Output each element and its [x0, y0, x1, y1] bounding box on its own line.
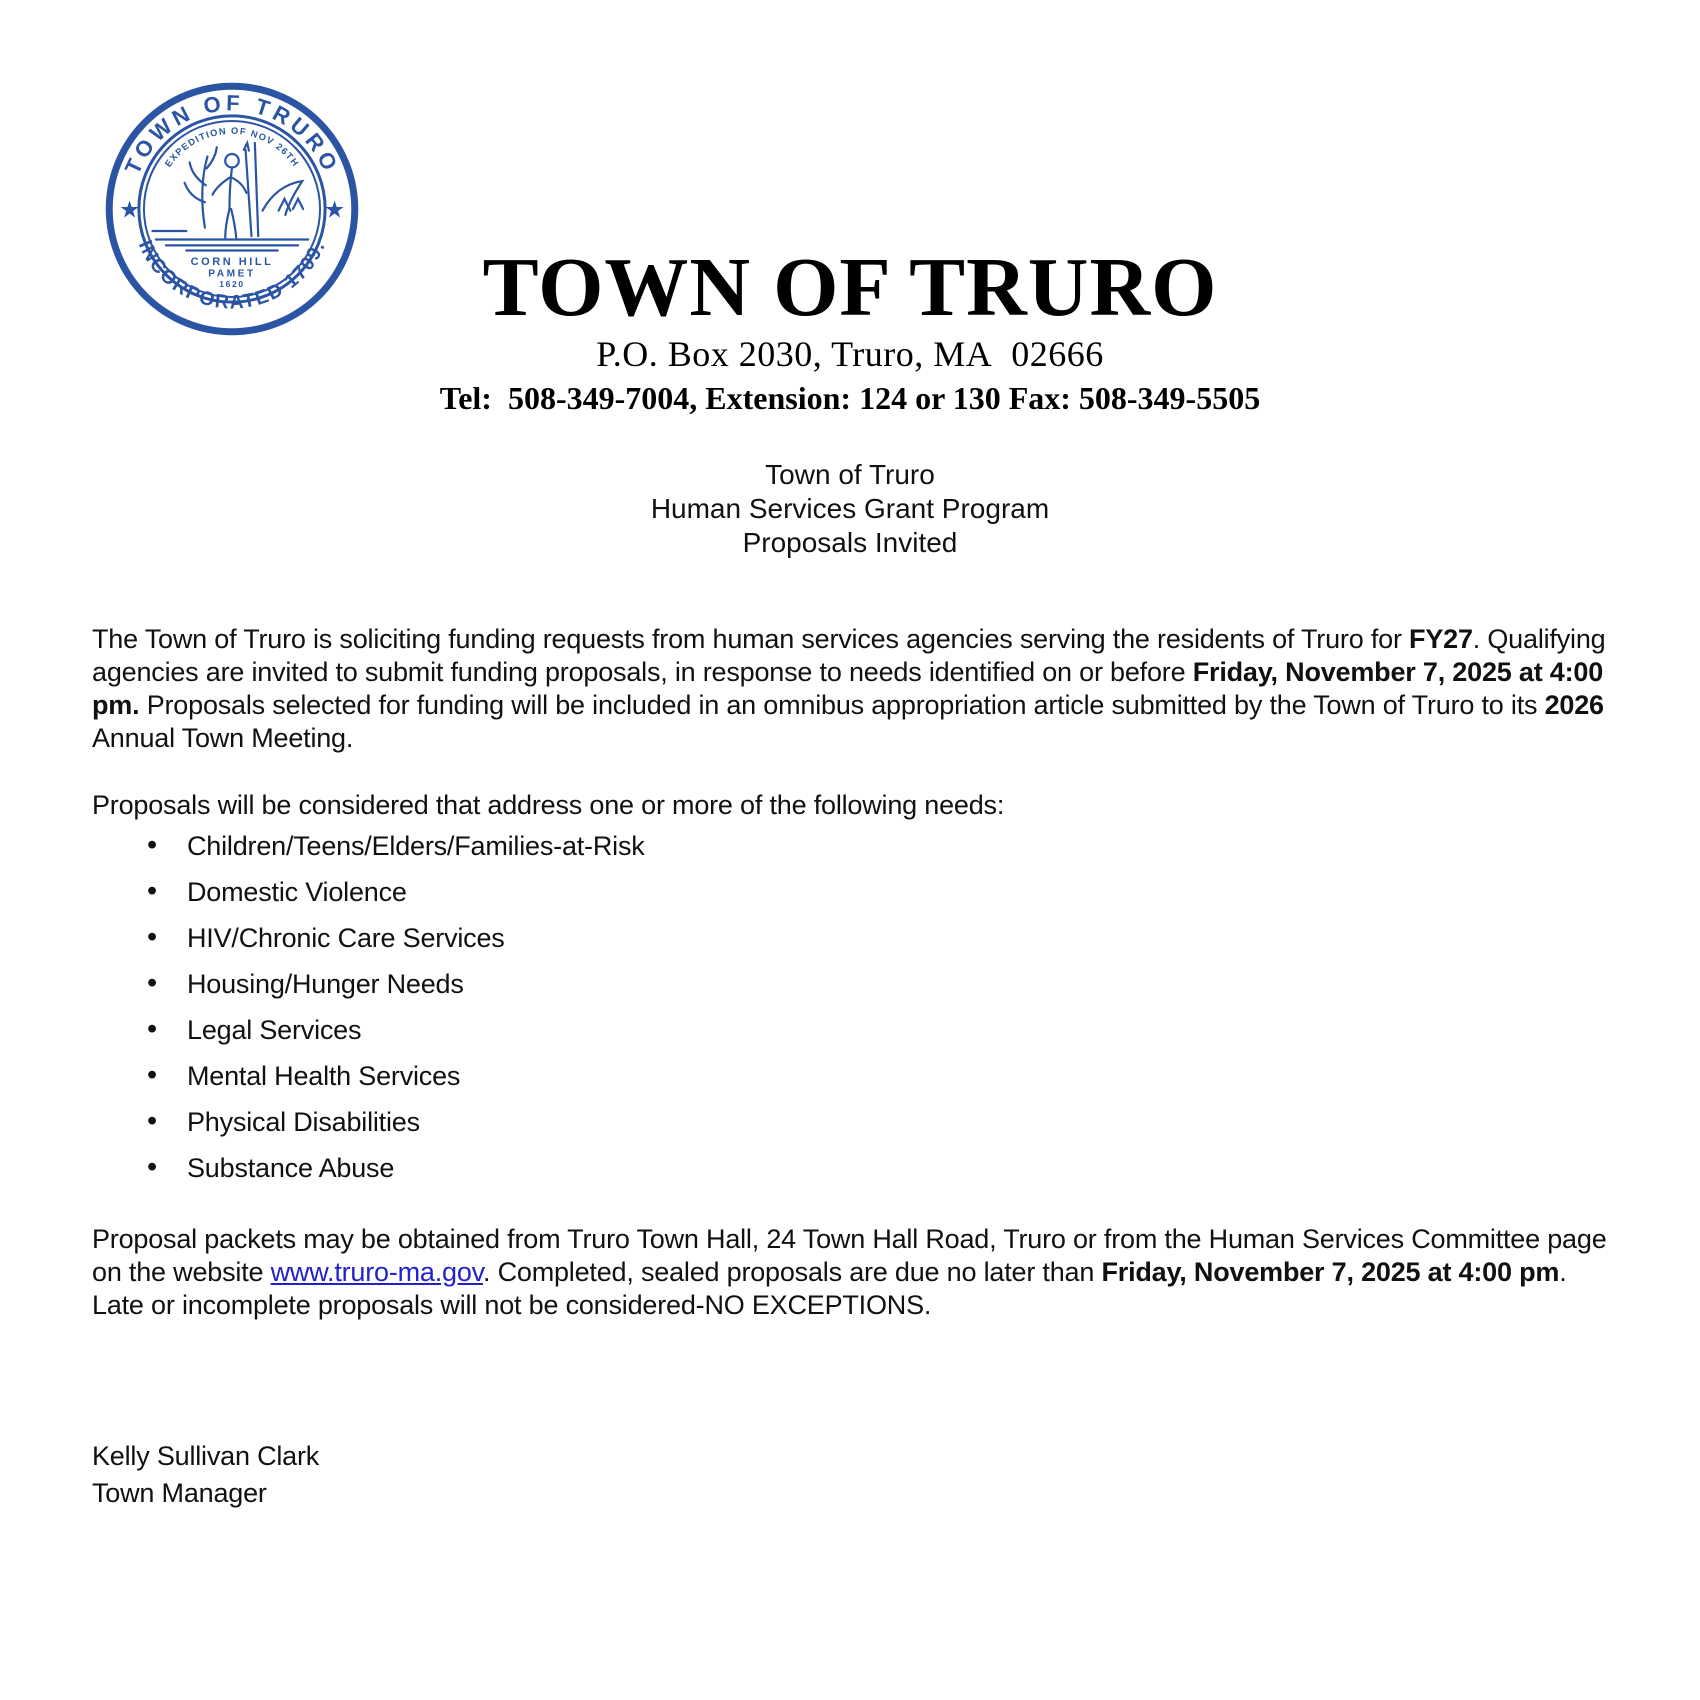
packets-paragraph: Proposal packets may be obtained from Truro Town Hall, 24 Town Hall Road, Truro or from the Human Services Committee page on the website www.truro-ma.gov. Completed, sealed proposals are due no later than Friday, November 7, 2025 at 4:00 pm. Late or incomplete proposals will not be considered-NO EXCEPTIONS. — [92, 1224, 1607, 1320]
seal-bottom-arc: INCORPORATED 1709. — [133, 237, 331, 314]
seal-top-arc: TOWN OF TRURO — [119, 90, 345, 178]
due-date-bold: Friday, November 7, 2025 at 4:00 pm — [1101, 1257, 1560, 1287]
website-link[interactable]: www.truro-ma.gov — [270, 1257, 483, 1287]
seal-star-right-icon: ★ — [325, 199, 344, 222]
list-item: • Mental Health Services — [147, 1060, 1669, 1093]
svg-text:CORN HILL: CORN HILL — [190, 255, 274, 268]
program-line-town: Town of Truro — [765, 459, 935, 490]
svg-text:PAMET: PAMET — [208, 268, 256, 280]
program-line-grant: Human Services Grant Program — [650, 493, 1050, 524]
deadline-bold: Friday, November 7, 2025 at 4:00 pm. — [92, 657, 1604, 720]
signer-title: Town Manager — [92, 1478, 267, 1508]
needs-list — [92, 830, 1669, 1198]
intro-paragraph: The Town of Truro is soliciting funding requests from human services agencies serving the residents of Truro for FY27. Qualifying agencies are invited to submit funding proposals, in response to needs identified on or before Friday, November 7, 2025 at 4:00 pm. Proposals selected for funding will be included in an omnibus appropriation article submitted by the Town of Truro to its 2026 Annual Town Meeting. — [92, 624, 1606, 753]
signer-name: Kelly Sullivan Clark — [92, 1441, 320, 1471]
list-item: • Substance Abuse — [147, 1152, 1669, 1185]
list-item: • Legal Services — [147, 1014, 1669, 1047]
seal-inner-arc: EXPEDITION OF NOV 26TH — [162, 125, 302, 169]
letterhead-phone-fax: Tel: 508-349-7004, Extension: 124 or 130 Fax: 508-349-5505 — [439, 380, 1261, 417]
intro-text: The Town of Truro is soliciting funding requests from human services agencies serving the residents of Truro for — [92, 624, 1410, 654]
list-item: • Domestic Violence — [147, 876, 1669, 909]
list-item: • Children/Teens/Elders/Families-at-Risk — [147, 830, 1669, 863]
meeting-year-bold: 2026 — [1544, 690, 1604, 720]
list-item: • Physical Disabilities — [147, 1106, 1669, 1139]
needs-intro-paragraph: Proposals will be considered that address one or more of the following needs: — [92, 790, 1005, 820]
program-line-invited: Proposals Invited — [742, 527, 958, 558]
seal-star-left-icon: ★ — [120, 199, 139, 222]
letterhead — [0, 241, 1700, 417]
program-heading — [0, 458, 1700, 560]
fiscal-year-bold: FY27 — [1409, 624, 1473, 654]
page-title: TOWN OF TRURO — [482, 241, 1218, 334]
letterhead-address: P.O. Box 2030, Truro, MA 02666 — [596, 334, 1104, 375]
list-item: • Housing/Hunger Needs — [147, 968, 1669, 1001]
list-item: • HIV/Chronic Care Services — [147, 922, 1669, 955]
svg-text:1620: 1620 — [219, 278, 245, 289]
signature-block — [92, 1438, 1614, 1512]
